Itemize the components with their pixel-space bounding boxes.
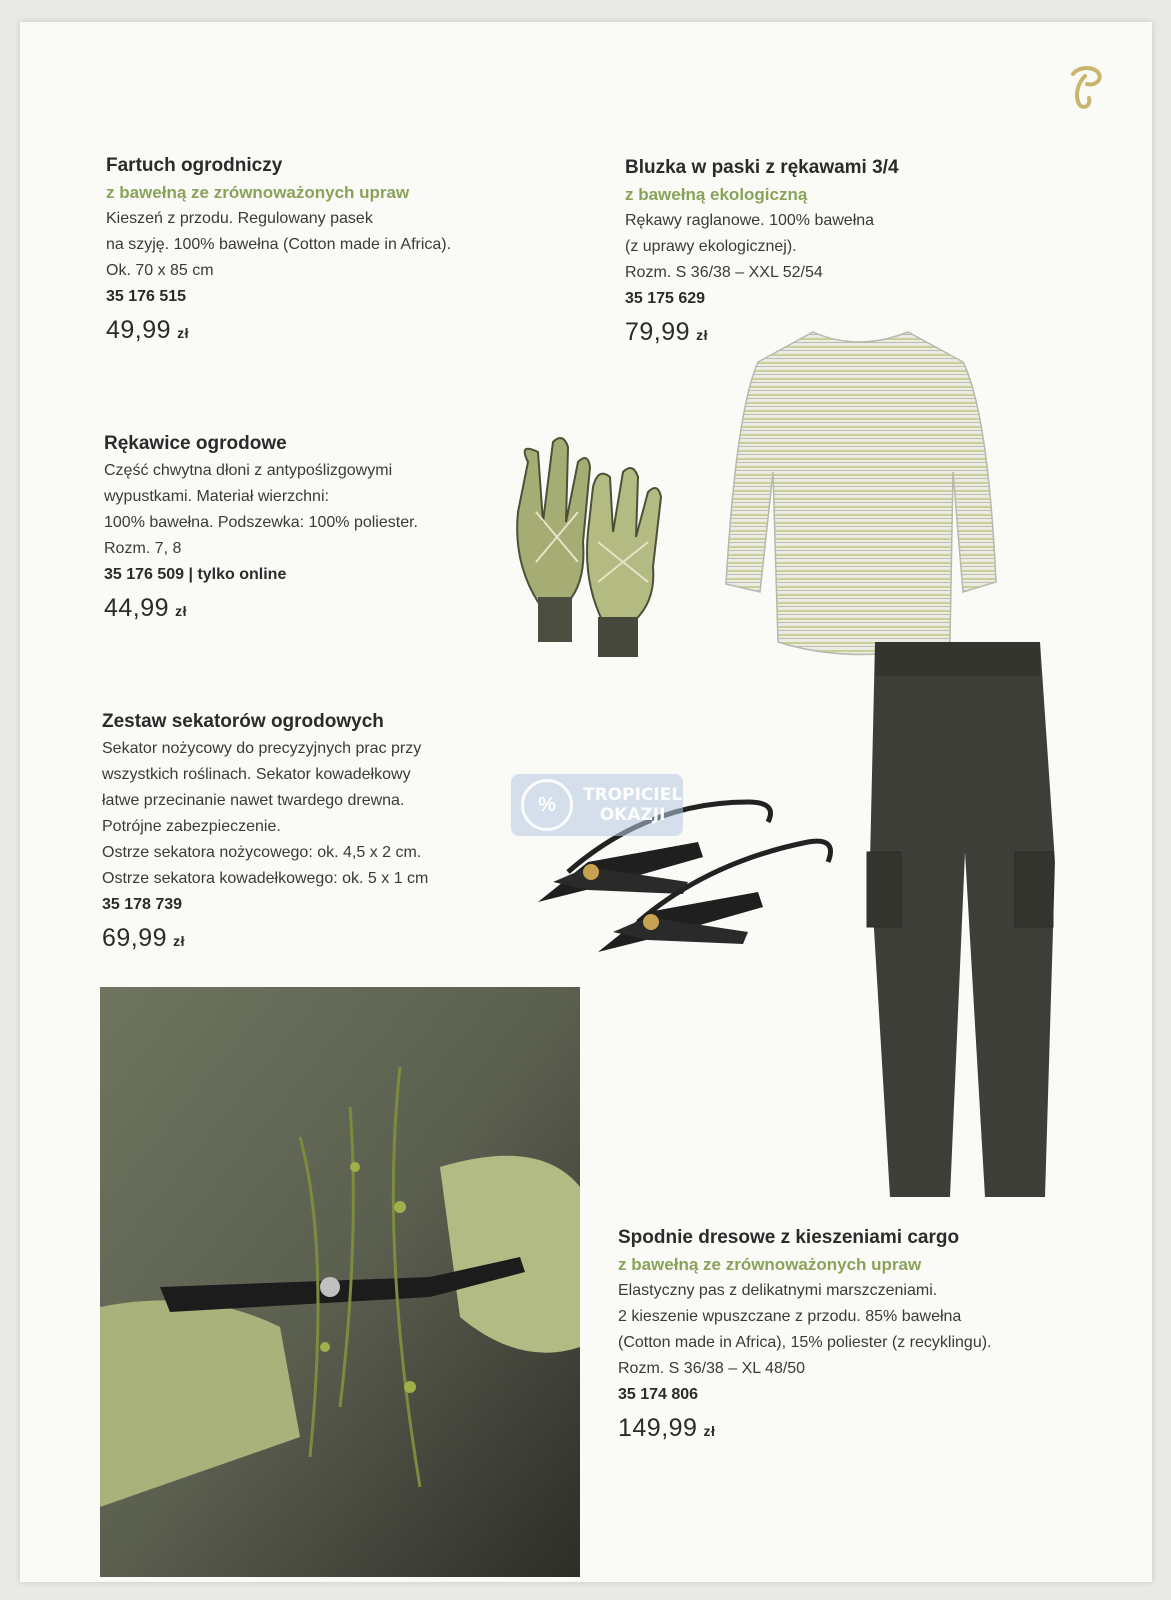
product-gloves xyxy=(104,430,504,623)
price-currency: zł xyxy=(177,325,189,341)
product-pruners xyxy=(102,708,522,953)
product-code: 35 176 515 xyxy=(106,288,187,305)
product-title: Fartuch ogrodniczy xyxy=(106,155,283,176)
gardening-photo xyxy=(100,987,580,1577)
product-title: Bluzka w paski z rękawami 3/4 xyxy=(625,157,899,178)
percent-icon: % xyxy=(521,779,573,831)
price-currency: zł xyxy=(173,933,185,949)
watermark-line2: OKAZJI xyxy=(599,805,666,825)
product-subtitle: z bawełną ze zrównoważonych upraw xyxy=(618,1255,922,1274)
product-description: Rękawy raglanowe. 100% bawełna (z uprawy ekologicznej). Rozm. S 36/38 – XXL 52/54 xyxy=(625,212,875,281)
product-title: Spodnie dresowe z kieszeniami cargo xyxy=(618,1227,960,1248)
striped-blouse-image xyxy=(718,322,1003,662)
product-apron xyxy=(106,152,586,345)
cargo-trousers-image xyxy=(865,632,1060,1202)
product-code: 35 174 806 xyxy=(618,1386,699,1403)
product-blouse xyxy=(625,154,1045,347)
product-price xyxy=(106,316,586,345)
catalog-page xyxy=(20,22,1152,1582)
product-subtitle: z bawełną ekologiczną xyxy=(625,185,808,204)
price-currency: zł xyxy=(703,1423,716,1439)
product-description: Sekator nożycowy do precyzyjnych prac przy wszystkich roślinach. Sekator kowadełkowy łatwe przecinanie nawet twardego drewna. Potrójne zabezpieczenie. Ostrze sekatora nożycowego: ok. 4,5 x 2 cm. Ostrze sekatora kowadełkowego: ok. 5 x 1 cm xyxy=(102,740,429,887)
gloves-image xyxy=(498,432,678,662)
product-title: Zestaw sekatorów ogrodowych xyxy=(102,711,384,732)
watermark-line1: TROPICIEL xyxy=(583,785,683,805)
price-value: 44,99 xyxy=(104,594,170,622)
product-code: 35 175 629 xyxy=(625,290,706,307)
watermark-text xyxy=(583,785,682,825)
price-currency: zł xyxy=(696,327,708,343)
product-title: Rękawice ogrodowe xyxy=(104,433,287,454)
watermark xyxy=(511,774,683,836)
price-currency: zł xyxy=(175,603,187,619)
product-code: 35 178 739 xyxy=(102,896,183,913)
product-price xyxy=(104,594,504,623)
price-value: 149,99 xyxy=(618,1414,698,1442)
product-description: Część chwytna dłoni z antypoślizgowymi wypustkami. Materiał wierzchni: 100% bawełna. Podszewka: 100% poliester. Rozm. 7, 8 xyxy=(104,462,418,557)
price-value: 49,99 xyxy=(106,316,172,344)
product-price xyxy=(102,924,522,953)
product-code: 35 176 509 | tylko online xyxy=(104,566,287,583)
price-value: 79,99 xyxy=(625,318,691,346)
product-price xyxy=(618,1414,1098,1443)
price-value: 69,99 xyxy=(102,924,168,952)
product-description: Kieszeń z przodu. Regulowany pasek na szyję. 100% bawełna (Cotton made in Africa). Ok. 70 x 85 cm xyxy=(106,210,452,279)
tchibo-logo-icon xyxy=(1065,62,1105,112)
product-description: Elastyczny pas z delikatnymi marszczeniami. 2 kieszenie wpuszczane z przodu. 85% bawełna (Cotton made in Africa), 15% poliester (z recyklingu). Rozm. S 36/38 – XL 48/50 xyxy=(618,1282,992,1377)
product-subtitle: z bawełną ze zrównoważonych upraw xyxy=(106,183,410,202)
product-trousers xyxy=(618,1224,1098,1443)
